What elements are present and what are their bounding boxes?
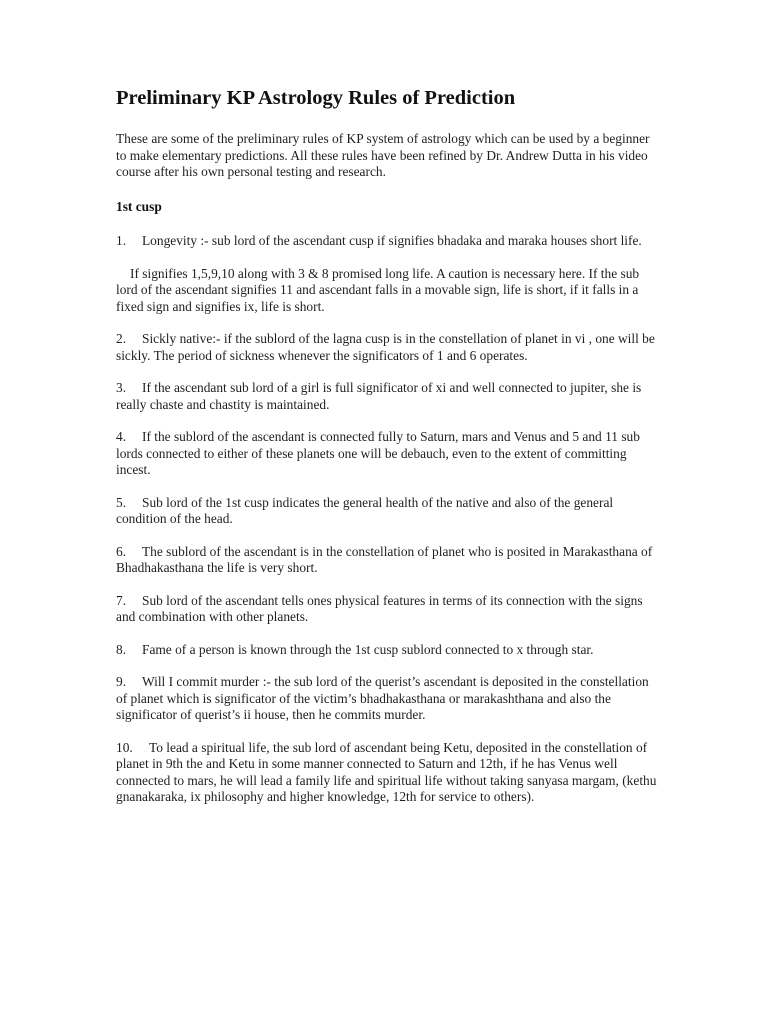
rule-item (116, 593, 658, 626)
rule-number: 5. (116, 494, 127, 510)
rule-text: If the ascendant sub lord of a girl is full significator of xi and well connected to jupiter, she is really chaste and chastity is maintained. (116, 380, 642, 412)
rule-item (116, 495, 658, 528)
rule-text: Fame of a person is known through the 1st cusp sublord connected to x through star. (142, 641, 594, 657)
rule-number: 7. (116, 592, 127, 608)
rule-number: 6. (116, 543, 127, 559)
rule-item (116, 429, 658, 479)
rule-item (116, 740, 658, 806)
rule-item (116, 642, 658, 659)
rule-item (116, 674, 658, 724)
rule-number: 10. (116, 739, 133, 755)
rule-text: Sub lord of the ascendant tells ones physical features in terms of its connection with the signs and combination with other planets. (116, 592, 643, 624)
rule-text: The sublord of the ascendant is in the constellation of planet who is posited in Marakasthana of Bhadhakasthana the life is very short. (116, 543, 653, 575)
rule-item (116, 266, 658, 316)
rule-number: 1. (116, 233, 127, 248)
rule-text: If signifies 1,5,9,10 along with 3 & 8 promised long life. A caution is necessary here. If the sub lord of the ascendant signifies 11 and ascendant falls in a movable sign, life is short, if it falls in a fixed sign and signifies ix, life is short. (116, 265, 640, 314)
rule-item (116, 544, 658, 577)
rule-number: 2. (116, 331, 127, 346)
rule-text: To lead a spiritual life, the sub lord of ascendant being Ketu, deposited in the constellation of planet in 9th the and Ketu in some manner connected to Saturn and 12th, if he has Venus well connected to mars, he will lead a family life and spiritual life without taking sanyasa margam, (kethu gnanakaraka, ix philosophy and higher knowledge, 12th for service to others). (116, 739, 657, 804)
rule-item (116, 233, 658, 250)
rule-text: If the sublord of the ascendant is connected fully to Saturn, mars and Venus and 5 and 11 sub lords connected to either of these planets one will be debauch, even to the extent of committing incest. (116, 429, 640, 477)
page-title: Preliminary KP Astrology Rules of Prediction (116, 87, 516, 109)
rule-number: 4. (116, 429, 127, 444)
section-heading: 1st cusp (116, 198, 162, 214)
rule-number: 8. (116, 641, 127, 657)
rule-item (116, 331, 658, 364)
rule-text: Sub lord of the 1st cusp indicates the general health of the native and also of the general condition of the head. (116, 494, 614, 526)
intro-paragraph: These are some of the preliminary rules of KP system of astrology which can be used by a beginner to make elementary predictions. All these rules have been refined by Dr. Andrew Dutta in his video course after his own personal testing and research. (116, 131, 650, 179)
rule-text: Longevity :- sub lord of the ascendant cusp if signifies bhadaka and maraka houses short life. (142, 233, 642, 248)
rule-text: Sickly native:- if the sublord of the lagna cusp is in the constellation of planet in vi , one will be sickly. The period of sickness whenever the significators of 1 and 6 operates. (116, 331, 655, 363)
rule-number: 3. (116, 380, 127, 395)
rule-item (116, 380, 658, 413)
rule-text: Will I commit murder :- the sub lord of the querist’s ascendant is deposited in the constellation of planet which is significator of the victim’s bhadhakasthana or marakashthana and also the significator of querist’s ii house, then he commits murder. (116, 674, 649, 722)
rule-number: 9. (116, 674, 127, 689)
